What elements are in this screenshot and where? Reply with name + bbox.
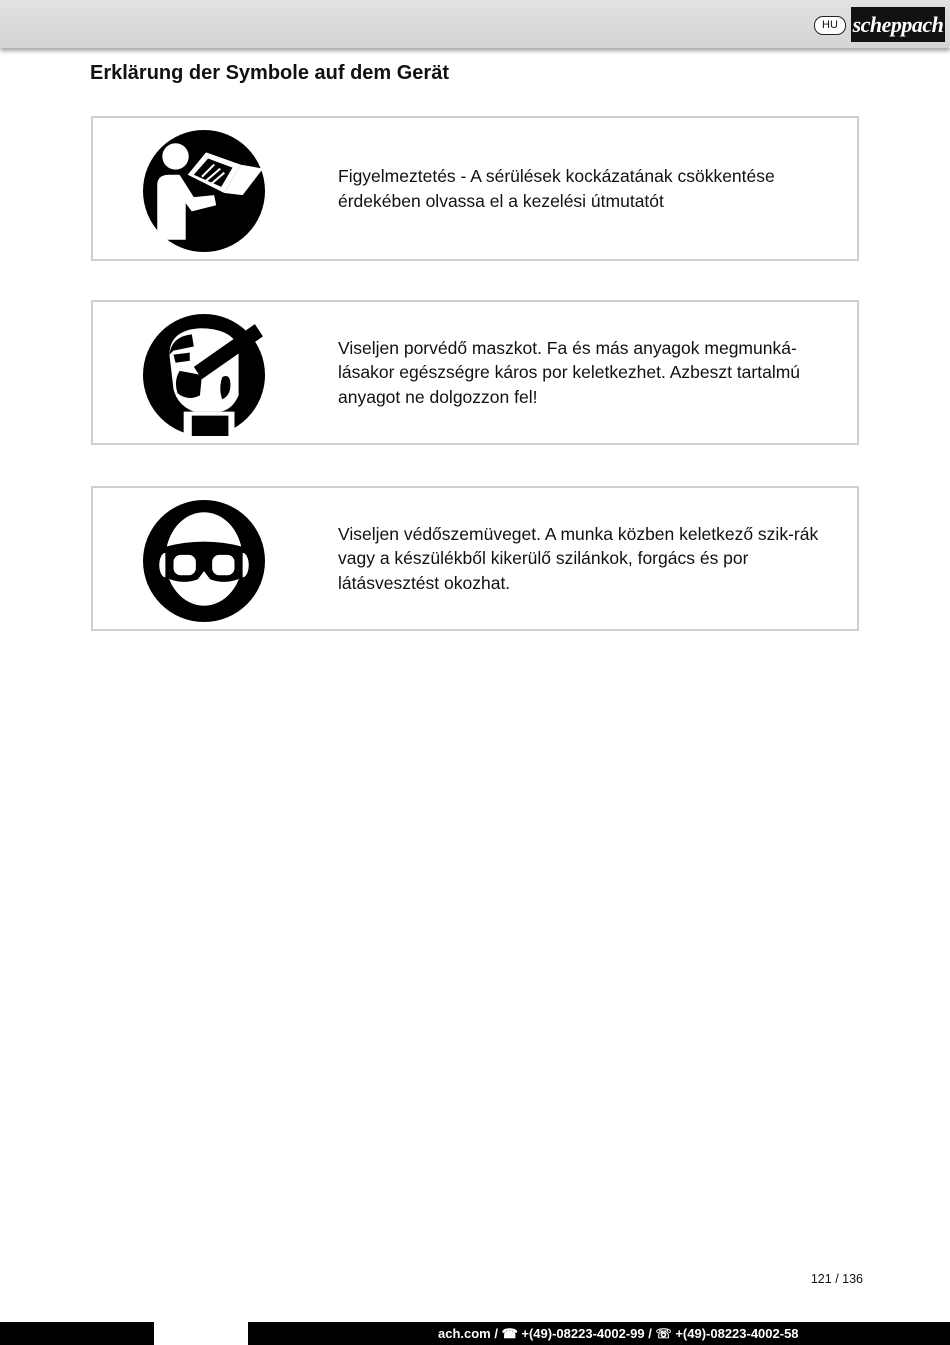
- footer-bar-left: [0, 1322, 154, 1345]
- symbol-description: Viseljen védőszemüveget. A munka közben keletkező szik-rák vagy a készülékből kikerülő szilánkok, forgács és por látásvesztést okozhat.: [338, 523, 819, 593]
- page-title: Erklärung der Symbole auf dem Gerät: [90, 62, 449, 84]
- read-manual-icon: [143, 130, 265, 252]
- footer-bar: [248, 1322, 950, 1345]
- footer-gap: [154, 1322, 248, 1345]
- symbol-description: Viseljen porvédő maszkot. Fa és más anyagok megmunká-lásakor egészségre káros por keletkezhet. Azbeszt tartalmú anyagot ne dolgozzon fel!: [338, 337, 801, 407]
- safety-goggles-icon: [143, 500, 265, 622]
- language-badge: HU: [814, 16, 846, 35]
- footer-contact: ach.com / ☎ +(49)-08223-4002-99 / ☏ +(49)-08223-4002-58: [438, 1326, 799, 1341]
- page-header: [0, 0, 950, 48]
- symbol-box-dust-mask: [91, 300, 859, 445]
- symbol-box-safety-goggles: [91, 486, 859, 631]
- dust-mask-icon: [143, 314, 265, 436]
- page-number: 121 / 136: [810, 1272, 863, 1286]
- brand-logo: scheppach: [851, 7, 945, 42]
- symbol-description: Figyelmeztetés - A sérülések kockázatának csökkentése érdekében olvassa el a kezelési útmutatót: [338, 166, 775, 211]
- symbol-box-read-manual: [91, 116, 859, 261]
